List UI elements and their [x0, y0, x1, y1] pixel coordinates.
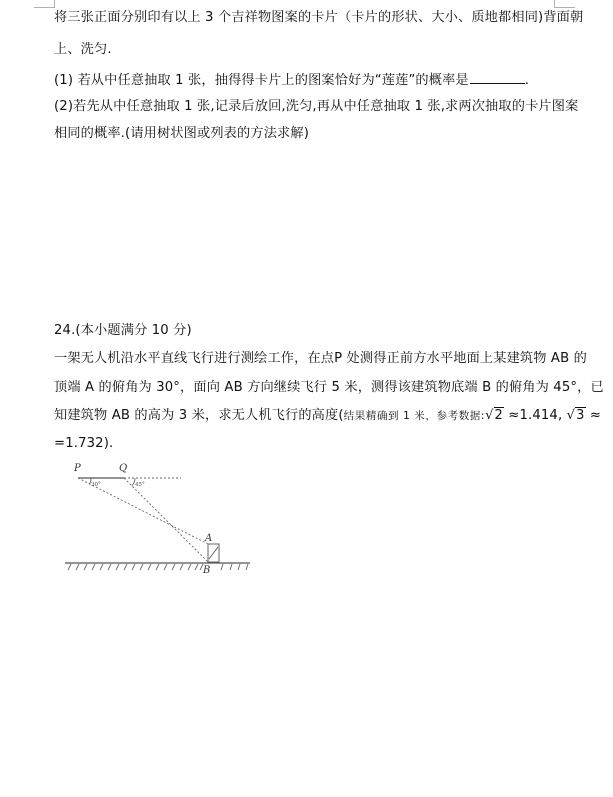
sqrt-symbol: √ — [485, 408, 494, 423]
drone-geometry-diagram — [55, 455, 265, 580]
sqrt3-expression — [567, 407, 586, 423]
sqrt2-expression — [485, 407, 504, 423]
angle-label-30: 30° — [91, 482, 101, 488]
q24-header: 24.(本小题满分 10 分) — [54, 323, 192, 338]
sqrt2-value: ≈1.414, — [503, 408, 567, 423]
q23-intro-line1: 将三张正面分别印有以上 3 个吉祥物图案的卡片（卡片的形状、大小、质地都相同)背面朝 — [54, 10, 584, 25]
q24-line2: 顶端 A 的俯角为 30°，面向 AB 方向继续飞行 5 米，测得该建筑物底端 B 的俯角为 45°，已 — [54, 380, 604, 395]
sightline-q-to-b — [124, 478, 208, 562]
q24-reference-note: 结果精确到 1 米，参考数据: — [343, 410, 486, 422]
q23-part2-line2: 相同的概率.(请用树状图或列表的方法求解) — [54, 126, 310, 141]
q24-line3 — [54, 407, 601, 425]
building-hatch — [209, 547, 218, 559]
q23-intro-line2: 上、洗匀. — [54, 42, 112, 57]
label-p: P — [74, 463, 81, 474]
q23-part1 — [54, 70, 529, 90]
label-b: B — [203, 565, 211, 576]
q23-part1-end: . — [524, 73, 530, 88]
sqrt3-value: ≈ — [585, 408, 602, 423]
q24-line4: =1.732). — [54, 436, 114, 451]
sqrt-radicand: 2 — [494, 408, 503, 423]
q23-part1-text: (1) 若从中任意抽取 1 张，抽得得卡片上的图案恰好为“莲莲”的概率是 — [54, 73, 469, 88]
label-a: A — [205, 533, 213, 544]
q24-line1: 一架无人机沿水平直线飞行进行测绘工作，在点P 处测得正前方水平地面上某建筑物 AB 的 — [54, 351, 587, 366]
sqrt-symbol: √ — [566, 408, 576, 423]
page-corner-mark-right — [554, 0, 575, 8]
answer-blank[interactable] — [470, 70, 525, 84]
page-corner-mark-left — [34, 0, 55, 8]
q23-part2-line1: (2)若先从中任意抽取 1 张,记录后放回,洗匀,再从中任意抽取 1 张,求两次抽取的卡片图案 — [54, 99, 579, 114]
sqrt-radicand: 3 — [576, 408, 585, 423]
q24-line3-main: 知建筑物 AB 的高为 3 米，求无人机飞行的高度( — [54, 408, 344, 423]
label-q: Q — [119, 463, 128, 474]
angle-label-45: 45° — [135, 482, 145, 488]
ground-hatching — [68, 564, 248, 570]
